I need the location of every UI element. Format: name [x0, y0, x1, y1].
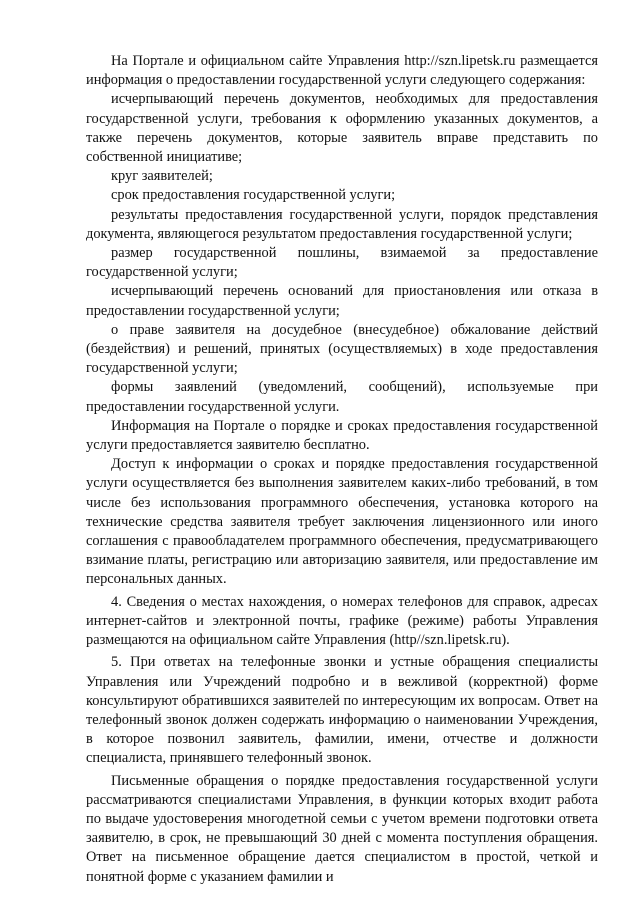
paragraph-documents-list: исчерпывающий перечень документов, необходимых для предоставления государственной услуги, требования к оформлению указанных документов, а также перечень документов, которые заявитель вправе представить по собственной инициативе; — [86, 91, 598, 166]
paragraph-access-requirements: Доступ к информации о сроках и порядке предоставления государственной услуги осуществляется без выполнения заявителем каких-либо требований, в том числе без использования программного обеспечения, установка которого на технические средства заявителя требует заключения лицензионного или иного соглашения с правообладателем программного обеспечения, предусматривающего взимание платы, регистрацию или авторизацию заявителя, или предоставление им персональных данных. — [86, 456, 598, 588]
paragraph-appeal-right: о праве заявителя на досудебное (внесудебное) обжалование действий (бездействия) и решений, принятых (осуществляемых) в ходе предоставления государственной услуги; — [86, 321, 598, 377]
paragraph-applicants: круг заявителей; — [111, 168, 213, 185]
paragraph-service-term: срок предоставления государственной услуги; — [111, 187, 396, 204]
paragraph-portal-info: На Портале и официальном сайте Управления http://szn.lipetsk.ru размещается информация о предоставлении государственной услуги следующего содержания: — [86, 53, 598, 89]
paragraph-free-info: Информация на Портале о порядке и сроках предоставления государственной услуги предоставляется заявителю бесплатно. — [86, 417, 598, 454]
paragraph-written-appeals: Письменные обращения о порядке предоставления государственной услуги рассматриваются специалистами Управления, в функции которых входит работа по выдаче удостоверения многодетной семьи с учетом времени подготовки ответа заявителю, в срок, не превышающий 30 дней с момента поступления обращения. Ответ на письменное обращение дается специалистом в простой, четкой и понятной форме с указанием фамилии и — [86, 772, 598, 885]
paragraph-state-fee: размер государственной пошлины, взимаемой за предоставление государственной услуги; — [86, 245, 598, 281]
paragraph-section-4: 4. Сведения о местах нахождения, о номерах телефонов для справок, адресах интернет-сайтов и электронной почты, графике (режиме) работы Управления размещаются на официальном сайте Управления (http//szn.lipetsk.ru). — [86, 593, 598, 649]
paragraph-service-results: результаты предоставления государственной услуги, порядок представления документа, являющегося результатом предоставления государственной услуги; — [86, 206, 598, 242]
paragraph-section-5: 5. При ответах на телефонные звонки и устные обращения специалисты Управления или Учреждений подробно и в вежливой (корректной) форме консультируют обратившихся заявителей по интересующим их вопросам. Ответ на телефонный звонок должен содержать информацию о наименовании Учреждения, в которое позвонил заявитель, фамилии, имени, отчестве и должности специалиста, принявшего телефонный звонок. — [86, 654, 598, 767]
document-body — [86, 52, 598, 887]
paragraph-refusal-grounds: исчерпывающий перечень оснований для приостановления или отказа в предоставлении государственной услуги; — [86, 283, 598, 319]
paragraph-application-forms: формы заявлений (уведомлений, сообщений), используемые при предоставлении государственной услуги. — [86, 379, 598, 415]
